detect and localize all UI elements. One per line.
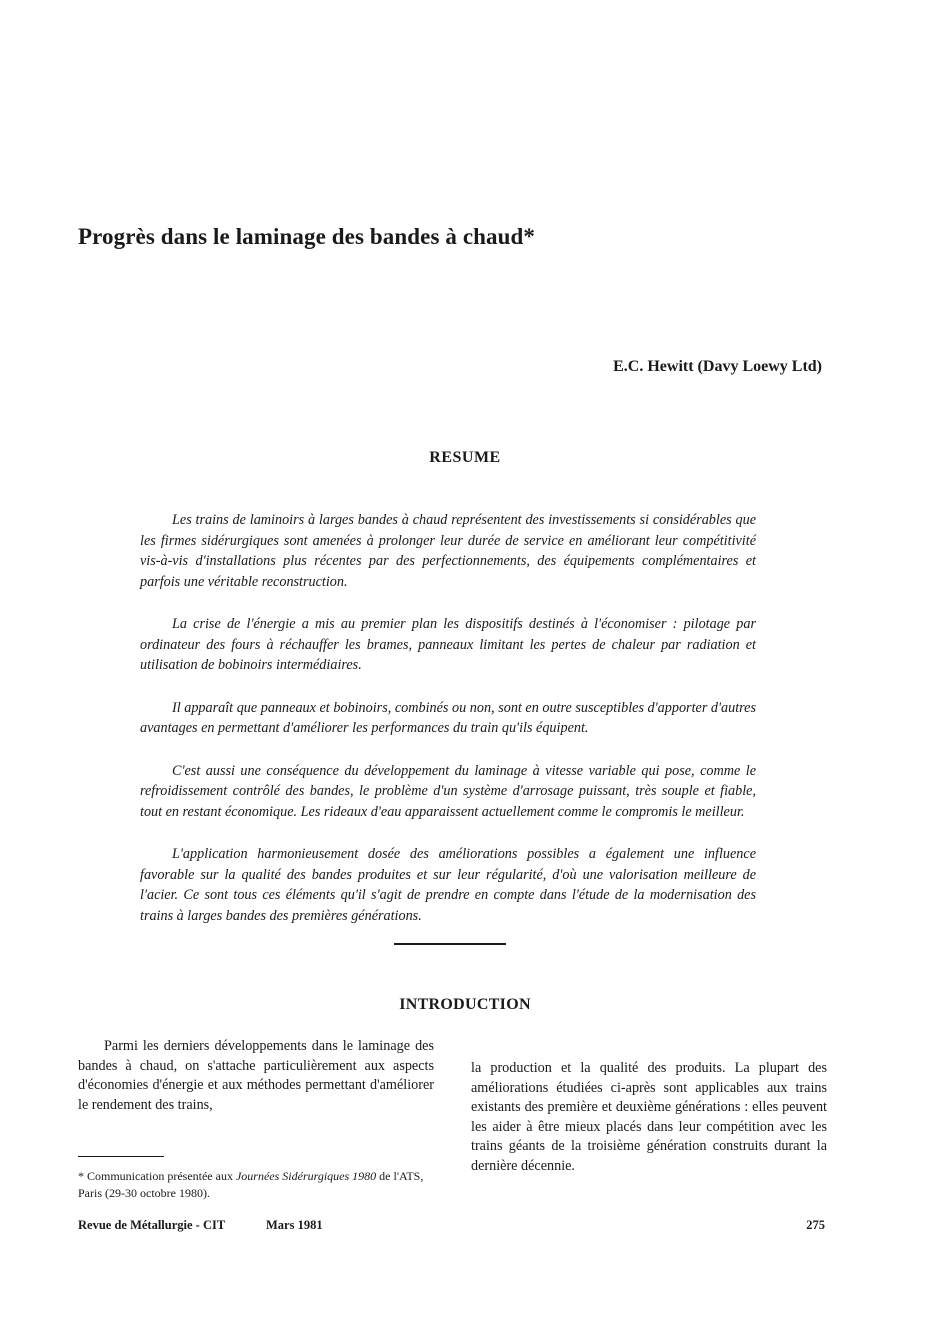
resume-paragraph: Les trains de laminoirs à larges bandes à chaud représentent des investissements si considérables que les firmes sidérurgiques sont amenées à prolonger leur durée de service en améliorant leur compétitivité vis-à-vis d'installations plus récentes par des perfectionnements, des équipements complémentaires et parfois une véritable reconstruction.: [140, 512, 756, 590]
introduction-text-right: la production et la qualité des produits. La plupart des améliorations étudiées ci-après sont applicables aux trains existants des première et deuxième générations : elles peuvent les aider à être mieux placés dans leur compétition avec les trains géants de la troisième génération construits durant la dernière décennie.: [471, 1060, 827, 1174]
section-divider: [394, 943, 506, 945]
introduction-right-column: [471, 1059, 827, 1177]
introduction-heading: INTRODUCTION: [399, 996, 531, 1013]
footnote-prefix: * Communication présentée aux: [78, 1169, 236, 1183]
resume-paragraph: Il apparaît que panneaux et bobinoirs, combinés ou non, sont en outre susceptibles d'apporter d'autres avantages en permettant d'améliorer les performances du train qu'ils équipent.: [140, 699, 756, 736]
footer-date: Mars 1981: [266, 1218, 323, 1232]
page-number: 275: [806, 1218, 825, 1232]
introduction-left-column: [78, 1037, 434, 1115]
footnote-italic: Journées Sidérurgiques 1980: [235, 1169, 377, 1183]
footer-journal: Revue de Métallurgie - CIT: [78, 1218, 226, 1232]
resume-abstract: [140, 510, 756, 948]
article-author: E.C. Hewitt (Davy Loewy Ltd): [613, 358, 822, 375]
resume-paragraph: La crise de l'énergie a mis au premier plan les dispositifs destinés à l'économiser : pilotage par ordinateur des fours à réchauffer les brames, panneaux limitant les pertes de chaleur par radiation et utilisation de bobinoirs intermédiaires.: [140, 616, 756, 673]
article-title: Progrès dans le laminage des bandes à chaud*: [78, 224, 535, 249]
footnote: [78, 1168, 434, 1202]
resume-heading: RESUME: [429, 449, 501, 466]
introduction-text-left: Parmi les derniers développements dans le laminage des bandes à chaud, on s'attache particulièrement aux aspects d'économies d'énergie et aux méthodes permettant d'améliorer le rendement des trains,: [78, 1038, 434, 1113]
resume-paragraph: C'est aussi une conséquence du développement du laminage à vitesse variable qui pose, comme le refroidissement contrôlé des bandes, le problème d'un système d'arrosage puissant, très souple et fiable, tout en restant économique. Les rideaux d'eau apparaissent actuellement comme le compromis le meilleur.: [140, 762, 756, 820]
footnote-suffix: de l'ATS, Paris (29-30 octobre 1980).: [78, 1169, 424, 1200]
footnote-rule: [78, 1156, 164, 1157]
resume-paragraph: L'application harmonieusement dosée des améliorations possibles a également une influence favorable sur la qualité des bandes produites et sur leur régularité, d'où une valorisation meilleure de l'acier. Ce sont tous ces éléments qu'il s'agit de prendre en compte dans l'étude de la modernisation des trains à larges bandes des premières générations.: [140, 846, 756, 924]
